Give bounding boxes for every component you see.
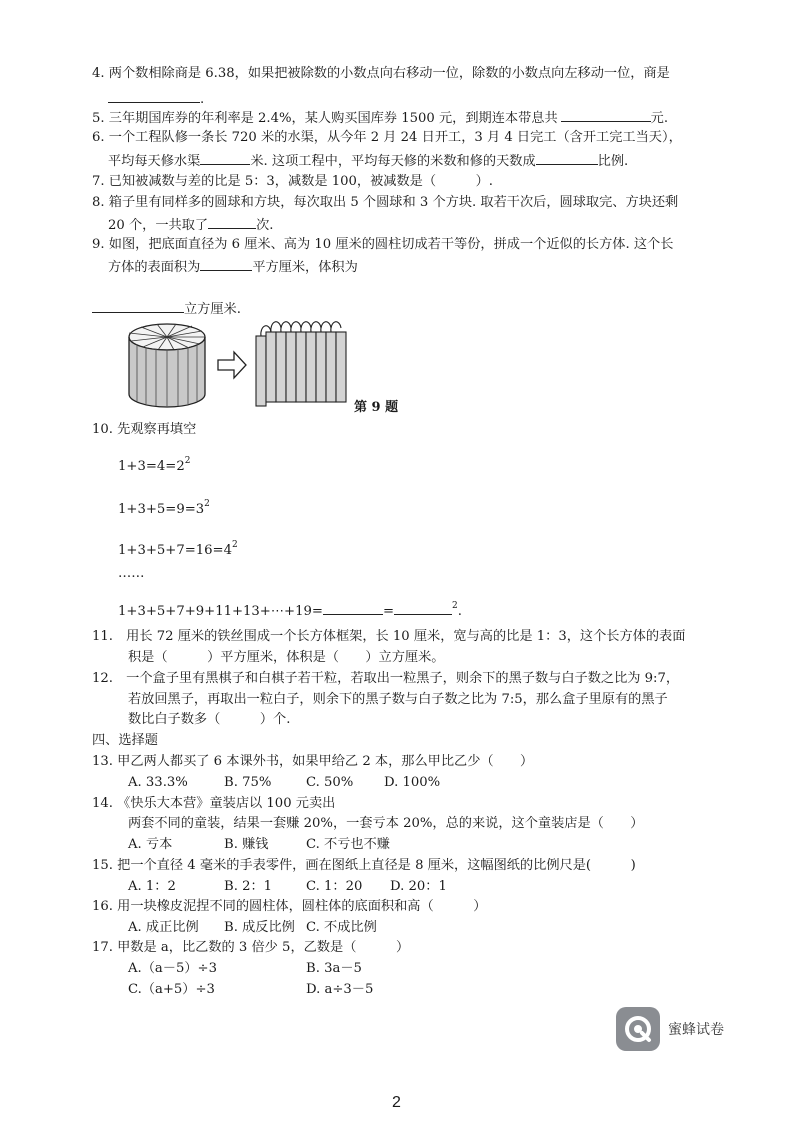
q10-eq3: $1+3+5+7=16=4^2$ — [118, 540, 238, 558]
q14-option-a[interactable]: A. 亏本 — [128, 837, 173, 852]
q14-line1: 14. 《快乐大本营》童装店以 100 元卖出 — [92, 796, 336, 811]
answer-blank[interactable] — [200, 150, 250, 165]
q6-line1: 6. 一个工程队修一条长 720 米的水渠，从今年 2 月 24 日开工，3 月 4 日完工（含开工完工当天）， — [92, 130, 682, 145]
q17-option-a[interactable]: A.（a－5）÷3 — [128, 961, 217, 976]
figure-caption: 第 9 题 — [354, 400, 399, 415]
q13-option-d[interactable]: D. 100% — [384, 775, 441, 790]
q5: 5. 三年期国库券的年利率是 2.4%，某人购买国库券 1500 元，到期连本带息共 元. — [92, 107, 668, 129]
page-number: 2 — [392, 1094, 401, 1111]
cuboid-figure — [256, 322, 346, 406]
q10-dots: …… — [118, 566, 145, 581]
cylinder-figure — [129, 324, 205, 407]
q17: 17. 甲数是 a，比乙数的 3 倍少 5，乙数是（ ） — [92, 940, 410, 955]
q12-line1: 12. 一个盒子里有黑棋子和白棋子若干粒，若取出一粒黑子，则余下的黑子数与白子数之比为 9:7， — [92, 671, 680, 686]
q6-line2: 平均每天修水渠 米. 这项工程中，平均每天修的米数和修的天数成 比例. — [108, 150, 628, 172]
q16: 16. 用一块橡皮泥捏不同的圆柱体，圆柱体的底面积和高（ ） — [92, 899, 487, 914]
q10-eq1: $1+3=4=2^2$ — [118, 456, 191, 474]
answer-blank[interactable] — [92, 298, 184, 313]
q17-option-d[interactable]: D. a÷3－5 — [306, 982, 374, 997]
q4-line1: 4. 两个数相除商是 6.38，如果把被除数的小数点向右移动一位，除数的小数点向左移动一位，商是 — [92, 66, 670, 81]
q15-option-c[interactable]: C. 1：20 — [306, 879, 363, 894]
q12-line2: 若放回黑子，再取出一粒白子，则余下的黑子数与白子数之比为 7:5，那么盒子里原有的黑子 — [128, 692, 668, 707]
q11-line2: 积是（ ）平方厘米，体积是（ ）立方厘米。 — [128, 650, 445, 665]
watermark-logo-icon — [616, 1007, 660, 1051]
answer-blank[interactable] — [394, 600, 452, 615]
cylinder-to-cuboid-figure — [124, 318, 354, 418]
q15-option-d[interactable]: D. 20：1 — [390, 879, 447, 894]
q14-line2: 两套不同的童装，结果一套赚 20%，一套亏本 20%，总的来说，这个童装店是（ ） — [128, 816, 644, 831]
arrow-right-icon — [218, 352, 246, 378]
q13: 13. 甲乙两人都买了 6 本课外书，如果甲给乙 2 本，那么甲比乙少（ ） — [92, 754, 534, 769]
q7: 7. 已知被减数与差的比是 5：3，减数是 100，被减数是（ ）. — [92, 174, 493, 189]
q17-option-b[interactable]: B. 3a－5 — [306, 961, 362, 976]
q15-option-a[interactable]: A. 1：2 — [128, 879, 176, 894]
q8-line1: 8. 箱子里有同样多的圆球和方块，每次取出 5 个圆球和 3 个方块. 取若干次后，圆球取完、方块还剩 — [92, 195, 679, 210]
q9-line3: 立方厘米. — [92, 298, 241, 320]
answer-blank[interactable] — [536, 150, 598, 165]
q13-option-a[interactable]: A. 33.3% — [128, 775, 188, 790]
q14-option-b[interactable]: B. 赚钱 — [224, 837, 269, 852]
q4-line2: . — [108, 88, 204, 110]
q11-line1: 11. 用长 72 厘米的铁丝围成一个长方体框架，长 10 厘米，宽与高的比是 1：3，这个长方体的表面 — [92, 629, 686, 644]
q13-option-c[interactable]: C. 50% — [306, 775, 354, 790]
q8-line2: 20 个，一共取了 次. — [108, 214, 274, 236]
answer-blank[interactable] — [323, 600, 383, 615]
q9-line1: 9. 如图，把底面直径为 6 厘米、高为 10 厘米的圆柱切成若干等份，拼成一个近似的长方体. 这个长 — [92, 237, 674, 252]
q9-line2: 方体的表面积为 平方厘米，体积为 — [108, 256, 358, 278]
answer-blank[interactable] — [108, 88, 200, 103]
q10-title: 10. 先观察再填空 — [92, 422, 197, 437]
q17-option-c[interactable]: C.（a+5）÷3 — [128, 982, 215, 997]
q10-eq2: $1+3+5=9=3^2$ — [118, 499, 210, 517]
q13-option-b[interactable]: B. 75% — [224, 775, 272, 790]
q10-eq4: 1+3+5+7+9+11+13+⋯+19= = $^2$. — [118, 601, 462, 619]
q16-option-c[interactable]: C. 不成比例 — [306, 920, 377, 935]
answer-blank[interactable] — [561, 107, 651, 122]
watermark-text: 蜜蜂试卷 — [668, 1022, 724, 1038]
q15: 15. 把一个直径 4 毫米的手表零件，画在图纸上直径是 8 厘米，这幅图纸的比例尺是( ) — [92, 858, 636, 873]
q14-option-c[interactable]: C. 不亏也不赚 — [306, 837, 390, 852]
q16-option-a[interactable]: A. 成正比例 — [128, 920, 199, 935]
q16-option-b[interactable]: B. 成反比例 — [224, 920, 295, 935]
q15-option-b[interactable]: B. 2：1 — [224, 879, 273, 894]
answer-blank[interactable] — [208, 214, 256, 229]
q12-line3: 数比白子数多（ ）个. — [128, 712, 291, 727]
answer-blank[interactable] — [200, 256, 252, 271]
section-title: 四、选择题 — [92, 733, 158, 748]
